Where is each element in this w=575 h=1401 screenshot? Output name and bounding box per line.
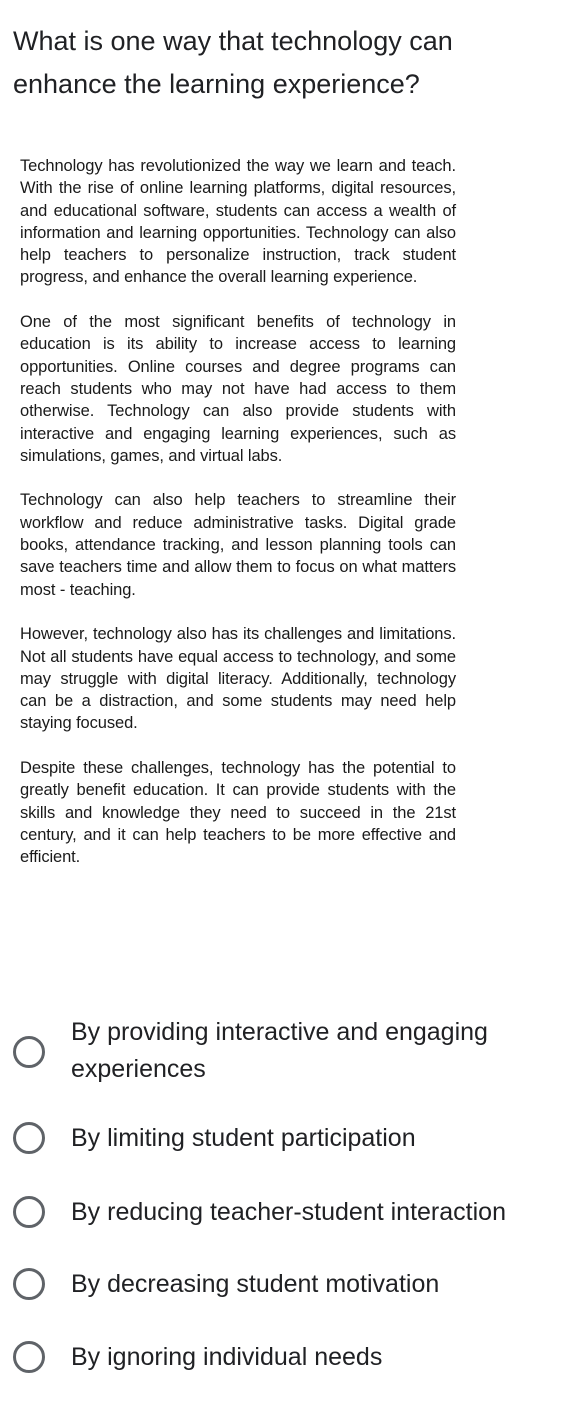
question-title: What is one way that technology can enhance the learning experience? xyxy=(13,26,453,99)
option-label[interactable]: By decreasing student motivation xyxy=(71,1270,440,1298)
radio-button[interactable] xyxy=(13,1196,45,1228)
option-label[interactable]: By limiting student participation xyxy=(71,1124,416,1152)
reading-passage xyxy=(20,155,456,891)
option-label[interactable]: By reducing teacher-student interaction xyxy=(71,1198,506,1226)
passage-paragraph: Technology has revolutionized the way we learn and teach. With the rise of online learning platforms, digital resources, and educational software, students can access a wealth of information and learning opportunities. Technology can also help teachers to personalize instruction, track student progress, and enhance the overall learning experience. xyxy=(20,157,456,287)
passage-paragraph: Despite these challenges, technology has the potential to greatly benefit education. It can provide students with the skills and knowledge they need to succeed in the 21st century, and it can help teachers to be more effective and efficient. xyxy=(20,759,456,867)
radio-button[interactable] xyxy=(13,1036,45,1068)
radio-button[interactable] xyxy=(13,1122,45,1154)
passage-paragraph: Technology can also help teachers to streamline their workflow and reduce administrative tasks. Digital grade books, attendance tracking, and lesson planning tools can save teachers time and allow them to focus on what matters most - teaching. xyxy=(20,491,456,599)
radio-button[interactable] xyxy=(13,1341,45,1373)
option-label[interactable]: By providing interactive and engaging experiences xyxy=(71,1018,488,1083)
passage-paragraph: However, technology also has its challenges and limitations. Not all students have equal access to technology, and some may struggle with digital literacy. Additionally, technology can be a distraction, and some students may need help staying focused. xyxy=(20,625,456,733)
option-label[interactable]: By ignoring individual needs xyxy=(71,1343,383,1371)
radio-button[interactable] xyxy=(13,1268,45,1300)
passage-paragraph: One of the most significant benefits of technology in education is its ability to increase access to learning opportunities. Online courses and degree programs can reach students who may not have had access to them otherwise. Technology can also provide students with interactive and engaging learning experiences, such as simulations, games, and virtual labs. xyxy=(20,313,456,465)
